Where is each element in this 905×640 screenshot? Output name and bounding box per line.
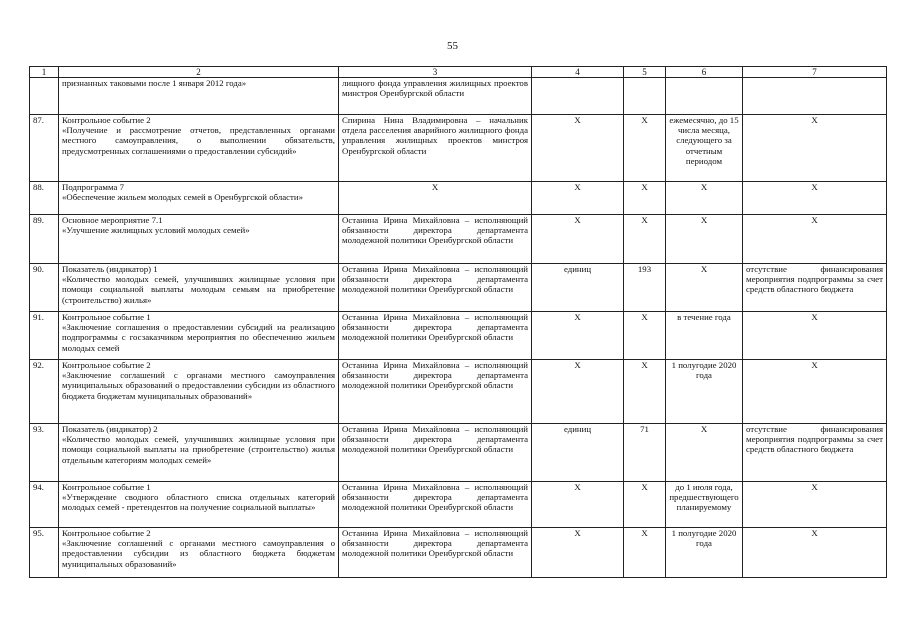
event-name: Контрольное событие 2 «Заключение соглашений с органами местного самоуправления о предоставлении субсидии из областного бюджета бюджетам муниципальных образований»: [59, 528, 339, 578]
event-name: Контрольное событие 1 «Заключение соглашения о предоставлении субсидий на реализацию подпрограммы с госзаказчиком мероприятия по обеспечению жильем молодых семей: [59, 312, 339, 360]
value-cell: X: [624, 182, 666, 215]
responsible-person: Останина Ирина Михайловна – исполняющий обязанности директора департамента молодежной политики Оренбургской области: [339, 215, 532, 264]
note-cell: X: [743, 215, 887, 264]
responsible-person: Останина Ирина Михайловна – исполняющий обязанности директора департамента молодежной политики Оренбургской области: [339, 360, 532, 424]
row-number: 88.: [30, 182, 59, 215]
value-cell: 71: [624, 424, 666, 482]
row-number: 87.: [30, 115, 59, 182]
note-cell: X: [743, 115, 887, 182]
unit-cell: X: [532, 312, 624, 360]
deadline-cell: X: [666, 424, 743, 482]
value-cell: [624, 78, 666, 115]
value-cell: X: [624, 528, 666, 578]
plan-table: [29, 66, 887, 578]
value-cell: X: [624, 115, 666, 182]
responsible-person: Спирина Нина Владимировна – начальник отдела расселения аварийного жилищного фонда управления жилищных проектов минстроя Оренбургской области: [339, 115, 532, 182]
row-number: 89.: [30, 215, 59, 264]
table-row: [30, 182, 887, 215]
unit-cell: X: [532, 182, 624, 215]
note-cell: отсутствие финансирования мероприятия подпрограммы за счет средств областного бюджета: [743, 424, 887, 482]
responsible-person: лищного фонда управления жилищных проектов минстроя Оренбургской области: [339, 78, 532, 115]
table-row: [30, 264, 887, 312]
deadline-cell: до 1 июля года, предшествующего планируемому: [666, 482, 743, 528]
note-cell: X: [743, 528, 887, 578]
event-name: Показатель (индикатор) 1 «Количество молодых семей, улучшивших жилищные условия при помощи социальной выплаты молодым семьям на приобретение (строительство) жилья»: [59, 264, 339, 312]
column-header: 4: [532, 67, 624, 78]
row-number: [30, 78, 59, 115]
responsible-person: X: [339, 182, 532, 215]
column-header: 2: [59, 67, 339, 78]
unit-cell: X: [532, 215, 624, 264]
row-number: 92.: [30, 360, 59, 424]
event-name: Контрольное событие 1 «Утверждение сводного областного списка отдельных категорий молодых семей - претендентов на получение социальной выплаты»: [59, 482, 339, 528]
column-header: 5: [624, 67, 666, 78]
event-name: Показатель (индикатор) 2 «Количество молодых семей, улучшивших жилищные условия при помощи социальной выплаты на приобретение (строительство) жилья отдельным категориям молодых семей»: [59, 424, 339, 482]
row-number: 95.: [30, 528, 59, 578]
table-header-row: [30, 67, 887, 78]
responsible-person: Останина Ирина Михайловна – исполняющий обязанности директора департамента молодежной политики Оренбургской области: [339, 528, 532, 578]
column-header: 7: [743, 67, 887, 78]
column-header: 6: [666, 67, 743, 78]
deadline-cell: в течение года: [666, 312, 743, 360]
responsible-person: Останина Ирина Михайловна – исполняющий обязанности директора департамента молодежной политики Оренбургской области: [339, 482, 532, 528]
note-cell: X: [743, 182, 887, 215]
row-number: 90.: [30, 264, 59, 312]
unit-cell: X: [532, 482, 624, 528]
column-header: 1: [30, 67, 59, 78]
row-number: 94.: [30, 482, 59, 528]
unit-cell: X: [532, 115, 624, 182]
table-row: [30, 215, 887, 264]
deadline-cell: 1 полугодие 2020 года: [666, 528, 743, 578]
table-row: [30, 528, 887, 578]
event-name: Основное мероприятие 7.1 «Улучшение жилищных условий молодых семей»: [59, 215, 339, 264]
responsible-person: Останина Ирина Михайловна – исполняющий обязанности директора департамента молодежной политики Оренбургской области: [339, 264, 532, 312]
event-name: Контрольное событие 2 «Заключение соглашений с органами местного самоуправления муниципальных образований о предоставлении субсидии из областного бюджета бюджетам муниципальных образований»: [59, 360, 339, 424]
value-cell: X: [624, 360, 666, 424]
note-cell: отсутствие финансирования мероприятия подпрограммы за счет средств областного бюджета: [743, 264, 887, 312]
note-cell: X: [743, 482, 887, 528]
responsible-person: Останина Ирина Михайловна – исполняющий обязанности директора департамента молодежной политики Оренбургской области: [339, 312, 532, 360]
page-number: 55: [447, 40, 458, 52]
value-cell: 193: [624, 264, 666, 312]
responsible-person: Останина Ирина Михайловна – исполняющий обязанности директора департамента молодежной политики Оренбургской области: [339, 424, 532, 482]
unit-cell: единиц: [532, 424, 624, 482]
unit-cell: [532, 78, 624, 115]
row-number: 91.: [30, 312, 59, 360]
deadline-cell: 1 полугодие 2020 года: [666, 360, 743, 424]
unit-cell: X: [532, 528, 624, 578]
unit-cell: единиц: [532, 264, 624, 312]
column-header: 3: [339, 67, 532, 78]
table-row: [30, 360, 887, 424]
value-cell: X: [624, 482, 666, 528]
note-cell: X: [743, 312, 887, 360]
table-row: [30, 312, 887, 360]
value-cell: X: [624, 215, 666, 264]
table-row: [30, 115, 887, 182]
note-cell: [743, 78, 887, 115]
table-row: [30, 482, 887, 528]
event-name: Подпрограмма 7 «Обеспечение жильем молодых семей в Оренбургской области»: [59, 182, 339, 215]
event-name: признанных таковыми после 1 января 2012 года»: [59, 78, 339, 115]
unit-cell: X: [532, 360, 624, 424]
deadline-cell: ежемесячно, до 15 числа месяца, следующего за отчетным периодом: [666, 115, 743, 182]
deadline-cell: X: [666, 264, 743, 312]
event-name: Контрольное событие 2 «Получение и рассмотрение отчетов, представленных органами местного самоуправления, о выполнении обязательств, предусмотренных соглашениями о предоставлении субсидий»: [59, 115, 339, 182]
table-row: [30, 424, 887, 482]
deadline-cell: X: [666, 182, 743, 215]
deadline-cell: X: [666, 215, 743, 264]
table-body: [30, 78, 887, 578]
row-number: 93.: [30, 424, 59, 482]
table-row: [30, 78, 887, 115]
note-cell: X: [743, 360, 887, 424]
deadline-cell: [666, 78, 743, 115]
value-cell: X: [624, 312, 666, 360]
